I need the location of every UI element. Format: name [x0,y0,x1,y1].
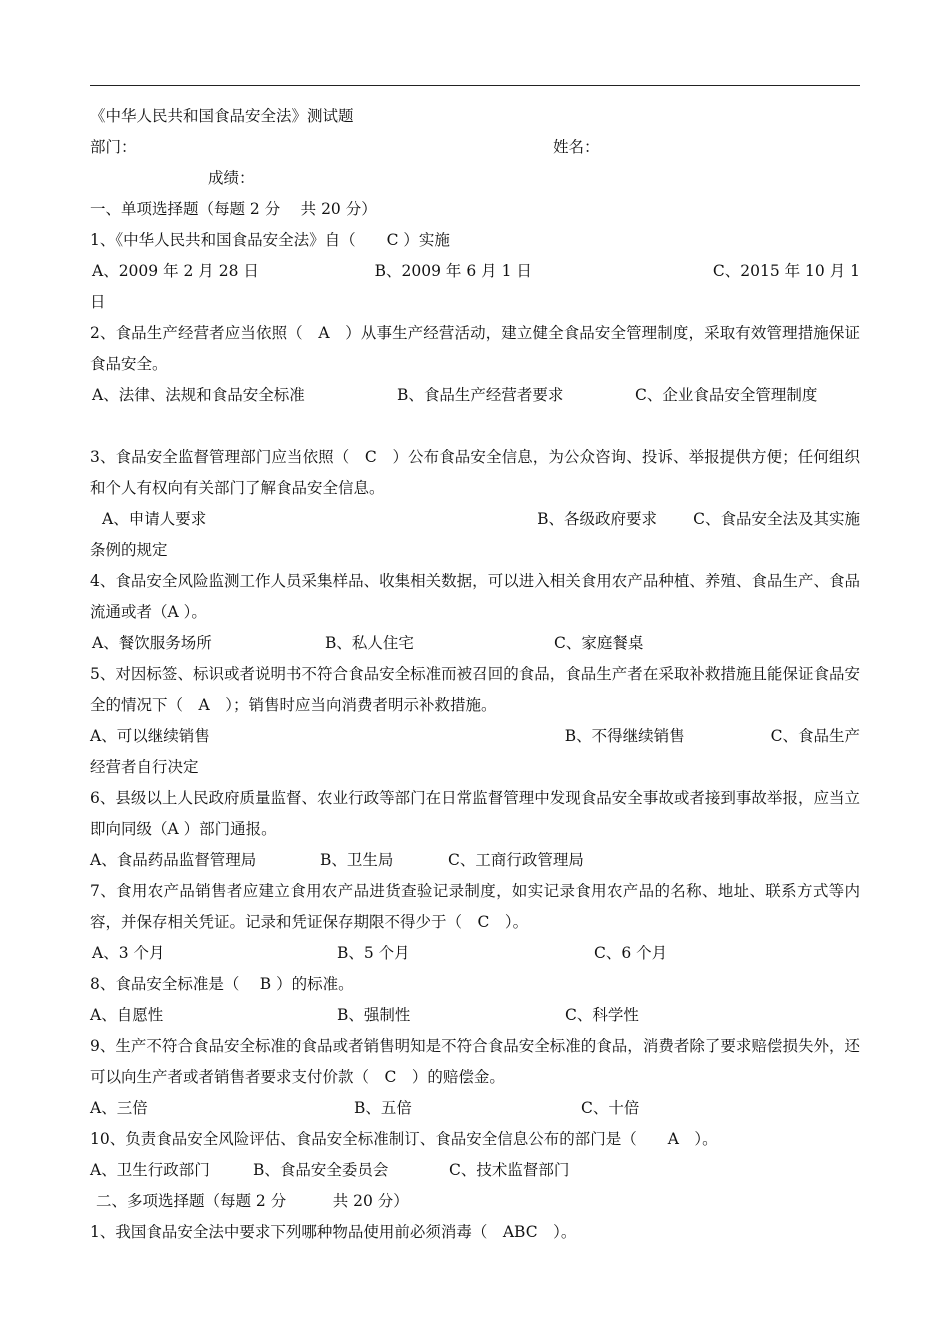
document-body [90,101,860,1248]
q5-option-c: C、食品生产 [770,727,860,745]
q2-option-b: B、食品生产经营者要求 [397,386,564,404]
q7-options [90,938,860,969]
q1-stem: 1、《中华人民共和国食品安全法》自（ C ）实施 [90,231,450,249]
q4-stem: 4、食品安全风险监测工作人员采集样品、收集相关数据，可以进入相关食用农产品种植、养殖、食品生产、食品流通或者（A ）。 [90,572,860,621]
q9-option-a: A、三倍 [90,1099,148,1117]
q10-option-b: B、食品安全委员会 [253,1161,389,1179]
q5-options [90,721,860,752]
q9-option-b: B、五倍 [354,1099,412,1117]
q1-option-a: A、2009 年 2 月 28 日 [92,262,259,280]
q5-stem: 5、对因标签、标识或者说明书不符合食品安全标准而被召回的食品，食品生产者在采取补救措施且能保证食品安全的情况下（ A ）；销售时应当向消费者明示补救措施。 [90,665,860,714]
q10-options [90,1155,860,1186]
q3-option-a: A、申请人要求 [102,510,207,528]
q3-stem: 3、食品安全监督管理部门应当依照（ C ）公布食品安全信息，为公众咨询、投诉、举报提供方便；任何组织和个人有权向有关部门了解食品安全信息。 [90,448,860,497]
q4-option-c: C、家庭餐桌 [554,634,644,652]
name-label: 姓名： [553,138,600,156]
spacer [90,411,860,442]
header-rule [90,85,860,86]
q8-options [90,1000,860,1031]
info-row [90,132,860,163]
q7-option-a: A、3 个月 [92,944,165,962]
q6-stem: 6、县级以上人民政府质量监督、农业行政等部门在日常监督管理中发现食品安全事故或者接到事故举报，应当立即向同级（A ）部门通报。 [90,789,860,838]
q1-option-c-cont: 日 [90,293,106,311]
q4-options [90,628,860,659]
q7-option-c: C、6 个月 [594,944,668,962]
q7-stem: 7、食用农产品销售者应建立食用农产品进货查验记录制度，如实记录食用农产品的名称、地址、联系方式等内容，并保存相关凭证。记录和凭证保存期限不得少于（ C ）。 [90,882,860,931]
q5-option-c-cont: 经营者自行决定 [90,758,199,776]
q4-option-a: A、餐饮服务场所 [92,634,212,652]
q7-option-b: B、5 个月 [337,944,410,962]
q4-option-b: B、私人住宅 [325,634,414,652]
dept-label: 部门： [90,138,137,156]
q1-options [90,256,860,287]
q8-option-b: B、强制性 [337,1006,411,1024]
q5-option-b: B、不得继续销售 [564,727,685,745]
q6-options [90,845,860,876]
q9-stem: 9、生产不符合食品安全标准的食品或者销售明知是不符合食品安全标准的食品，消费者除了要求赔偿损失外，还可以向生产者或者销售者要求支付价款（ C ）的赔偿金。 [90,1037,860,1086]
q1-option-b: B、2009 年 6 月 1 日 [374,262,532,280]
q8-option-a: A、自愿性 [90,1006,164,1024]
doc-title: 《中华人民共和国食品安全法》测试题 [90,107,354,125]
q10-stem: 10、负责食品安全风险评估、食品安全标准制订、食品安全信息公布的部门是（ A ）。 [90,1130,718,1148]
q2-option-c: C、企业食品安全管理制度 [635,386,818,404]
q6-option-c: C、工商行政管理局 [448,851,584,869]
q2-option-a: A、法律、法规和食品安全标准 [92,386,305,404]
q8-stem: 8、食品安全标准是（ B ）的标准。 [90,975,354,993]
q2-stem: 2、食品生产经营者应当依照（ A ）从事生产经营活动，建立健全食品安全管理制度，采取有效管理措施保证食品安全。 [90,324,860,373]
q9-option-c: C、十倍 [581,1099,640,1117]
q3-option-b: B、各级政府要求 [537,510,658,528]
section-2-heading: 二、多项选择题（每题 2 分 共 20 分） [96,1192,409,1210]
q3-option-c-cont: 条例的规定 [90,541,168,559]
q1-option-c: C、2015 年 10 月 1 [712,262,860,280]
mq1-stem: 1、我国食品安全法中要求下列哪种物品使用前必须消毒（ ABC ）。 [90,1223,577,1241]
q8-option-c: C、科学性 [565,1006,639,1024]
q10-option-a: A、卫生行政部门 [90,1161,210,1179]
q6-option-a: A、食品药品监督管理局 [90,851,257,869]
q5-option-a: A、可以继续销售 [90,727,210,745]
section-1-heading: 一、单项选择题（每题 2 分 共 20 分） [90,200,377,218]
q3-options [90,504,860,535]
q3-option-c: C、食品安全法及其实施 [693,510,860,528]
q2-options [90,380,860,411]
score-label: 成绩： [208,169,255,187]
q9-options [90,1093,860,1124]
q10-option-c: C、技术监督部门 [449,1161,570,1179]
q6-option-b: B、卫生局 [320,851,394,869]
